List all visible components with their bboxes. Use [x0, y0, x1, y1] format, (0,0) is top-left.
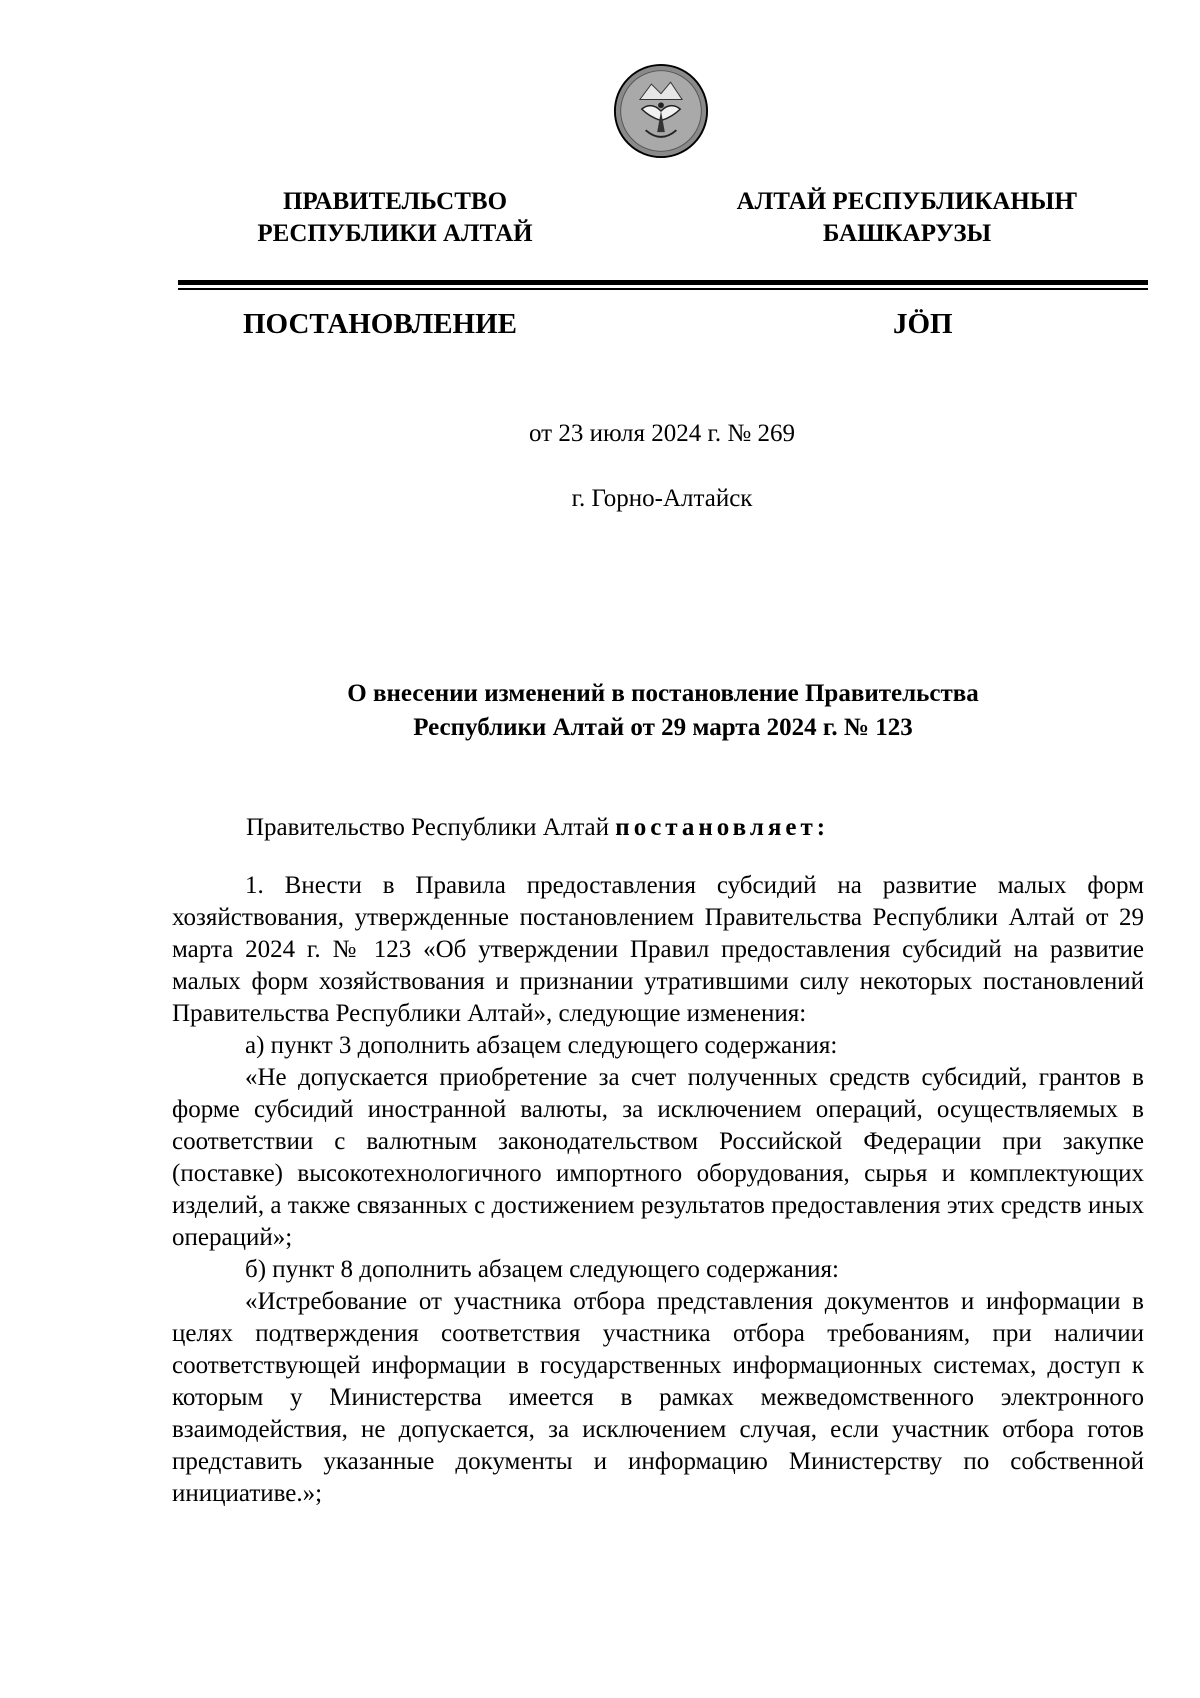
government-name-altai: [707, 186, 1107, 250]
government-name-altai-line-2: БАШКАРУЗЫ: [822, 220, 992, 247]
document-title-line-1: О внесении изменений в постановление Правительства: [347, 680, 979, 707]
decree-verb: постановляет:: [615, 814, 830, 841]
document-city: г. Горно-Алтайск: [571, 485, 753, 512]
body-paragraph-1: 1. Внести в Правила предоставления субсидий на развитие малых форм хозяйствования, утвержденные постановлением Правительства Республики Алтай от 29 марта 2024 г. № 123 «Об утверждении Правил предоставления субсидий на развитие малых форм хозяйствования и признании утратившими силу некоторых постановлений Правительства Республики Алтай», следующие изменения:: [172, 872, 1144, 1027]
document-title: [170, 677, 1156, 745]
body-paragraph-2: а) пункт 3 дополнить абзацем следующего содержания:: [245, 1032, 838, 1059]
body-paragraph-3: «Не допускается приобретение за счет полученных средств субсидий, грантов в форме субсидий иностранной валюты, за исключением операций, осуществляемых в соответствии с валютным законодательством Российской Федерации при закупке (поставке) высокотехнологичного импортного оборудования, сырья и комплектующих изделий, а также связанных с достижением результатов предоставления этих средств иных операций»;: [172, 1064, 1144, 1251]
government-name-altai-line-1: АЛТАЙ РЕСПУБЛИКАНЫҤ: [736, 188, 1078, 215]
body-paragraph-4: б) пункт 8 дополнить абзацем следующего содержания:: [245, 1256, 839, 1283]
body-paragraph-5: «Истребование от участника отбора представления документов и информации в целях подтверждения соответствия участника отбора требованиям, при наличии соответствующей информации в государственных информационных системах, доступ к которым у Министерства имеется в рамках межведомственного электронного взаимодействия, не допускается, за исключением случая, если участник отбора готов представить указанные документы и информацию Министерству по собственной инициативе.»;: [172, 1288, 1144, 1507]
decree-subject: Правительство Республики Алтай: [246, 814, 610, 841]
header-divider-thick: [178, 280, 1148, 285]
document-title-line-2: Республики Алтай от 29 марта 2024 г. № 123: [413, 714, 913, 741]
document-date-number: от 23 июля 2024 г. № 269: [528, 420, 796, 447]
government-name-line-1: ПРАВИТЕЛЬСТВО: [282, 188, 508, 215]
document-type-altai: JӦП: [893, 308, 953, 340]
document-body: [172, 870, 1144, 1510]
government-name-line-2: РЕСПУБЛИКИ АЛТАЙ: [257, 220, 533, 247]
government-name-russian: [195, 186, 595, 250]
document-type-russian: ПОСТАНОВЛЕНИЕ: [243, 308, 518, 340]
coat-of-arms-emblem: [613, 63, 709, 159]
decree-statement: [246, 812, 829, 844]
header-divider-thin: [178, 288, 1148, 290]
